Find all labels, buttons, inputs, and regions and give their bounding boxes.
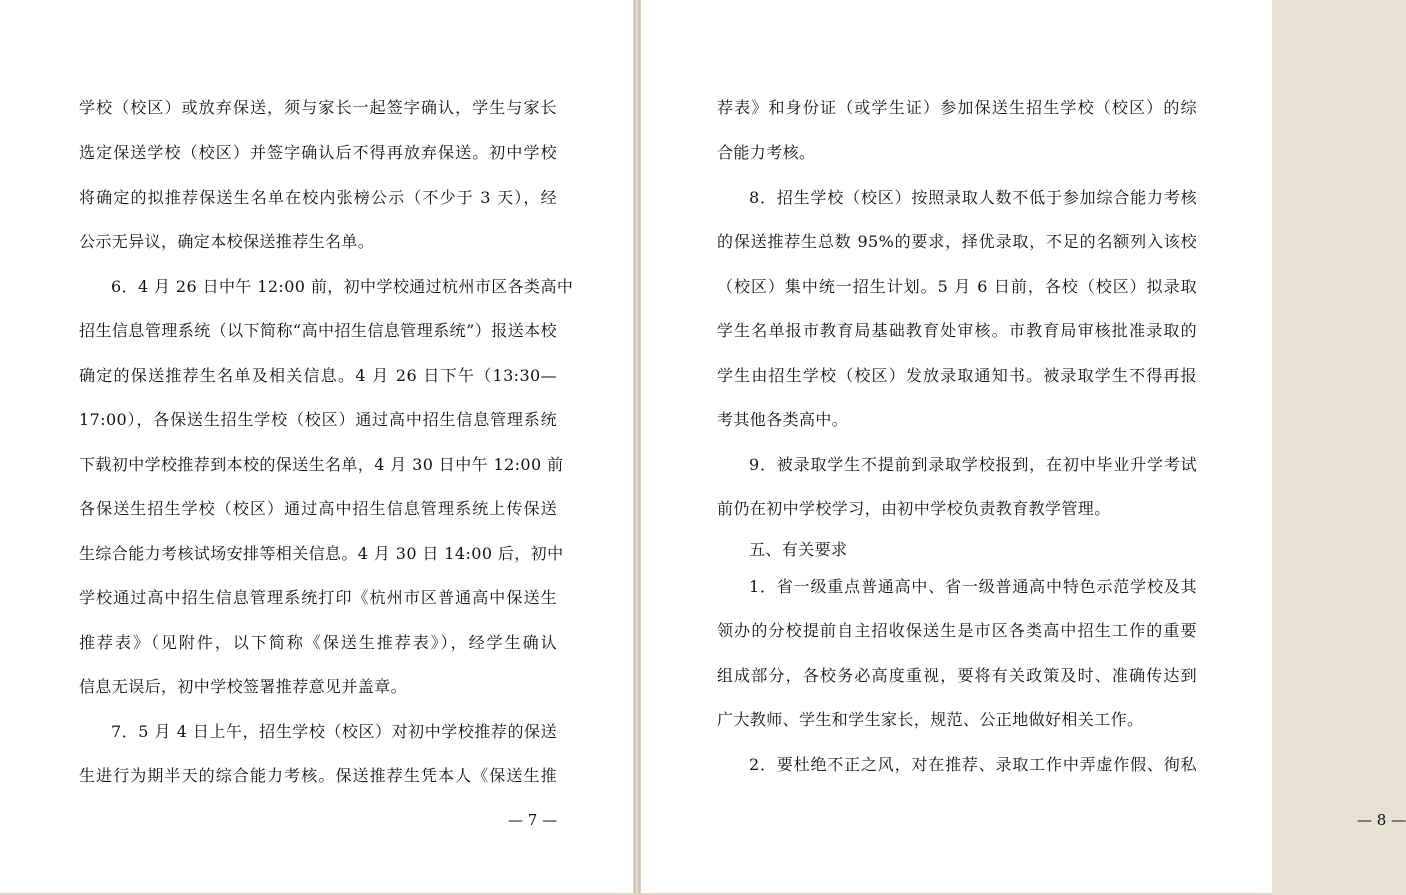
text-line: 组成部分，各校务必高度重视，要将有关政策及时、准确传达到 (717, 666, 1197, 685)
text-line: 前仍在初中学校学习，由初中学校负责教育教学管理。 (717, 499, 1111, 518)
text-line: 生进行为期半天的综合能力考核。保送推荐生凭本人《保送生推 (79, 766, 557, 785)
text-line: 荐表》和身份证（或学生证）参加保送生招生学校（校区）的综 (717, 98, 1197, 117)
left-page (0, 0, 634, 893)
text-line: 广大教师、学生和学生家长，规范、公正地做好相关工作。 (717, 710, 1144, 729)
page-number: — 7 — (508, 811, 558, 829)
text-line: 1．省一级重点普通高中、省一级普通高中特色示范学校及其 (749, 577, 1197, 596)
text-line: 信息无误后，初中学校签署推荐意见并盖章。 (79, 677, 408, 696)
section-heading: 五、有关要求 (749, 540, 848, 559)
right-page (640, 0, 1406, 893)
text-line: 下载初中学校推荐到本校的保送生名单，4 月 30 日中午 12:00 前 (79, 455, 564, 474)
text-line: 8．招生学校（校区）按照录取人数不低于参加综合能力考核 (749, 188, 1197, 207)
text-line: 各保送生招生学校（校区）通过高中招生信息管理系统上传保送 (79, 499, 557, 518)
text-line: 6．4 月 26 日中午 12:00 前，初中学校通过杭州市区各类高中 (111, 277, 574, 296)
text-line: 学生名单报市教育局基础教育处审核。市教育局审核批准录取的 (717, 321, 1197, 340)
text-line: 2．要杜绝不正之风，对在推荐、录取工作中弄虚作假、徇私 (749, 755, 1197, 774)
text-line: 领办的分校提前自主招收保送生是市区各类高中招生工作的重要 (717, 621, 1197, 640)
text-line: 推荐表》（见附件，以下简称《保送生推荐表》），经学生确认 (79, 633, 557, 652)
text-line: 招生信息管理系统（以下简称“高中招生信息管理系统”）报送本校 (79, 321, 557, 340)
text-line: 7．5 月 4 日上午，招生学校（校区）对初中学校推荐的保送 (111, 722, 557, 741)
text-line: （校区）集中统一招生计划。5 月 6 日前，各校（校区）拟录取 (717, 277, 1197, 296)
text-line: 学生由招生学校（校区）发放录取通知书。被录取学生不得再报 (717, 366, 1197, 385)
text-line: 考其他各类高中。 (717, 410, 849, 429)
text-line: 将确定的拟推荐保送生名单在校内张榜公示（不少于 3 天），经 (79, 188, 557, 207)
text-line: 选定保送学校（校区）并签字确认后不得再放弃保送。初中学校 (79, 143, 557, 162)
text-line: 确定的保送推荐生名单及相关信息。4 月 26 日下午（13:30— (79, 366, 557, 385)
text-line: 9．被录取学生不提前到录取学校报到，在初中毕业升学考试 (749, 455, 1197, 474)
page-number: — 8 — (1357, 811, 1406, 829)
text-line: 17:00），各保送生招生学校（校区）通过高中招生信息管理系统 (79, 410, 557, 429)
text-line: 合能力考核。 (717, 143, 816, 162)
text-line: 公示无异议，确定本校保送推荐生名单。 (79, 232, 375, 251)
text-line: 的保送推荐生总数 95%的要求，择优录取，不足的名额列入该校 (717, 232, 1197, 251)
text-line: 生综合能力考核试场安排等相关信息。4 月 30 日 14:00 后，初中 (79, 544, 564, 563)
text-line: 学校通过高中招生信息管理系统打印《杭州市区普通高中保送生 (79, 588, 557, 607)
text-line: 学校（校区）或放弃保送，须与家长一起签字确认，学生与家长 (79, 98, 557, 117)
